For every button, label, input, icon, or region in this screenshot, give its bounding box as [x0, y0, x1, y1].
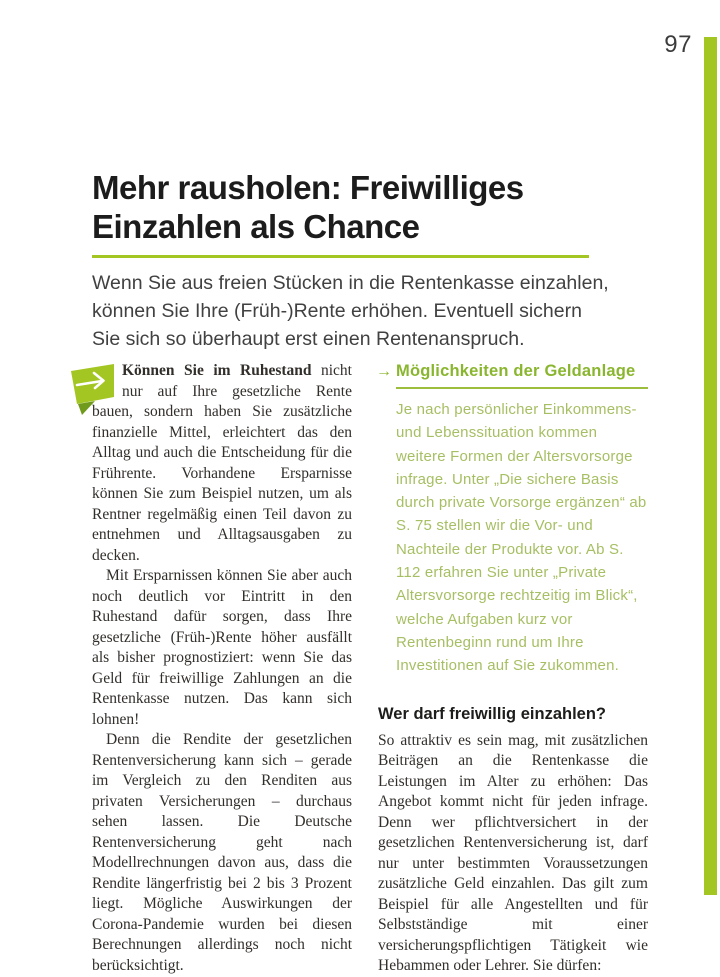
two-column-layout — [92, 361, 648, 977]
intro-paragraph: Wenn Sie aus freien Stücken in die Rentenkasse einzahlen, können Sie Ihre (Früh-)Rente erhöhen. Eventuell sichern Sie sich so überhaupt erst einen Rentenanspruch. — [92, 272, 609, 350]
lead-rest-text: nicht nur auf Ihre gesetzliche Rente bauen, sondern haben Sie zusätzliche finanzielle Mittel, erleichtert das den Alltag und auch die Entscheidung für die Frührente. Vorhandene Ersparnisse können Sie zum Beispiel nutzen, um als Rentner regelmäßig einen Teil davon zu entnehmen und Alltagsausgaben zu decken. — [92, 362, 352, 564]
page-number: 97 — [664, 31, 692, 58]
arrow-right-icon: → — [376, 363, 392, 380]
arrow-banner-icon — [68, 363, 114, 401]
paragraph: Denn die Rendite der gesetzlichen Rentenversicherung kann sich – gerade im Vergleich zu den Renditen aus privaten Versicherungen – durchaus sehen lassen. Die Deutsche Rentenversicherung geht nach Modellrechnungen davon aus, dass die Rendite längerfristig bei 2 bis 3 Prozent liegt. Mögliche Auswirkungen der Corona-Pandemie wurden bei diesen Berechnungen allerdings noch nicht berücksichtigt. — [92, 731, 352, 974]
title-divider — [92, 255, 589, 258]
info-box-body: Je nach persönlicher Einkommens- und Lebenssituation kommen weitere Formen der Altersvorsorge infrage. Unter „Die sichere Basis durch private Vorsorge ergänzen“ ab S. 75 stellen wir die Vor- und Nachteile der Produkte vor. Ab S. 112 erfahren Sie unter „Private Altersvorsorge rechtzeitig im Blick“, welche Aufgaben kurz vor Rentenbeginn rund um Ihre Investitionen auf Sie zukommen. — [396, 401, 647, 675]
page-edge-accent-bar — [704, 37, 717, 895]
page-content — [92, 168, 648, 977]
cross-reference-box — [378, 361, 648, 678]
info-box-title: Möglichkeiten der Geldanlage — [396, 361, 648, 389]
right-column — [378, 361, 648, 977]
paragraph: Mit Ersparnissen können Sie aber auch noch deutlich vor Eintritt in den Ruhestand dafür sorgen, dass Ihre gesetzliche (Früh-)Rente höher ausfällt als bisher prognostiziert: wenn Sie das Geld für freiwillige Zahlungen an die Rentenkasse nutzen. Das kann sich lohnen! — [92, 567, 352, 728]
page-title: Mehr rausholen: Freiwilliges Einzahlen als Chance — [92, 169, 524, 245]
paragraph: So attraktiv es sein mag, mit zusätzlichen Beiträgen an die Rentenkasse die Leistungen im Alter zu erhöhen: Das Angebot kommt nicht für jeden infrage. Denn wer pflichtversichert in der gesetzlichen Rentenversicherung ist, darf nur unter bestimmten Voraussetzungen zusätzliche Geld einzahlen. Das gilt zum Beispiel für alle Angestellten und für Selbstständige mit einer versicherungspflichtigen Tätigkeit wie Hebammen oder Lehrer. Sie dürfen: — [378, 731, 648, 975]
lead-paragraph — [92, 361, 352, 566]
lead-bold-text: Können Sie im Ruhestand — [122, 362, 312, 379]
left-column — [92, 361, 352, 977]
section-heading: Wer darf freiwillig einzahlen? — [378, 704, 606, 723]
